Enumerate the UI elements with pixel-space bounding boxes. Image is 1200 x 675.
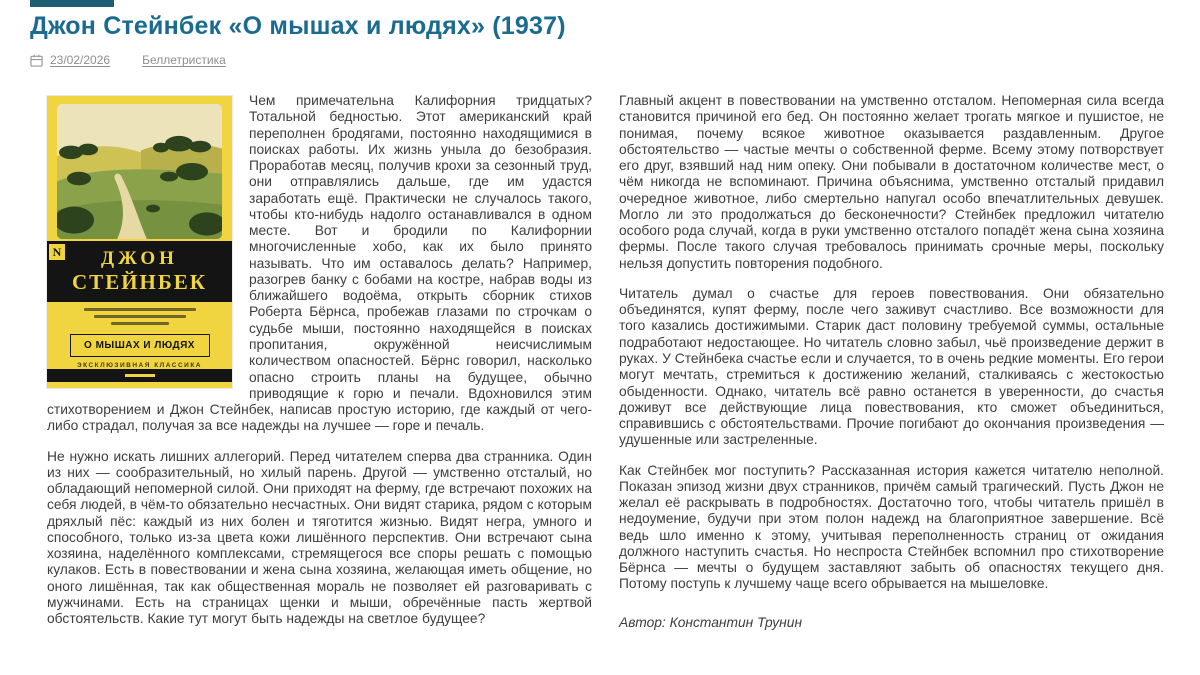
paragraph-3: Главный акцент в повествовании на умственно отсталом. Непомерная сила всегда становится причиной его бед. Он постоянно желает трогать мягкое и пушистое, не понимая, почему всякое животное оказывается раздавленным. Другое обстоятельство — частые мечты о собственной ферме. Всему этому потворствует его друг, взявший над ним опеку. Они побывали в достаточном количестве мест, о чём никогда не вспоминают. Причина объяснима, умственно отсталый придавил очередное животное, либо смертельно напугал особо впечатлительных девушек. Могло ли это продолжаться до бесконечности? Стейнбек предложил читателю особого рода случай, когда в руки умственно отсталого попадёт жена сына хозяина фермы. После такого случая требовалось принимать срочные меры, поскольку нельзя допустить повторения подобного.: [619, 93, 1164, 271]
cover-author-first-name: ДЖОН: [101, 248, 178, 270]
article-right-column: [619, 93, 1164, 642]
article-left-column: [47, 93, 592, 642]
cover-footer-band: [47, 369, 232, 382]
cover-illustration: [57, 104, 222, 239]
paragraph-5: Как Стейнбек мог поступить? Рассказанная история кажется читателю неполной. Показан эпизод жизни двух странников, причём самый трагический. Пусть Джон не желал её раскрывать в подробностях. Достаточно того, чтобы читатель пришёл в недоумение, будучи при этом полон надежд на благоприятное завершение. Всё ведь шло именно к этому, учитывая переполненность страниц от ожидания должного наступить счастья. Но неспроста Стейнбек вспомнил про стихотворение Бёрнса — мечты о будущем заставляют забыть об опасностях текущего дня. Потому поступь к лучшему чаще всего обрывается на мышеловке.: [619, 462, 1164, 592]
publisher-logo-icon: N: [47, 242, 67, 262]
cover-author-band: [47, 241, 232, 302]
author-signature: Автор: Константин Трунин: [619, 614, 803, 630]
cover-annotation-lines: [47, 302, 232, 329]
paragraph-4: Читатель думал о счастье для героев повествования. Они обязательно объединятся, купят ферму, после чего заживут счастливо. Все возможности для того казались достижимыми. Старик даст половину требуемой суммы, остальные подработают недостающее. Но читатель словно забыл, чьё произведение держит в руках. У Стейнбека счастье если и случается, то в очень редкие моменты. Его герои могут мечтать, стремиться к достижению желаний, сталкиваясь с жестокостью обыденности. Однако, читатель всё равно останется в уверенности, до счастья доживут все действующие лица повествования, кто сможет объединиться, справившись с обстоятельствами. Прочие погибают до окончания произведения — удушенные или застреленные.: [619, 285, 1164, 448]
paragraph-2: Не нужно искать лишних аллегорий. Перед читателем сперва два странника. Один из них — сообразительный, но хилый парень. Другой — умственно отсталый, но обладающий непомерной силой. Они приходят на ферму, где встречают похожих на себя людей, в чём-то обязательно несчастных. Они видят старика, рядом с которым дряхлый пёс: каждый из них болен и тяготится жизнью. Видят негра, умного и способного, только из-за цвета кожи лишённого перспектив. Они встречают сына хозяина, наделённого комплексами, стремящегося все споры решать с помощью кулаков. Есть в повествовании и жена сына хозяина, желающая иметь общение, но оного лишённая, так как общественная мораль не позволяет ей разговаривать с мужчинами. Есть на страницах щенки и мыши, обречённые пасть жертвой обстоятельств. Какие тут могут быть надежды на светлое будущее?: [47, 448, 592, 627]
post-meta: [30, 53, 1164, 67]
page-title: Джон Стейнбек «О мышах и людях» (1937): [30, 12, 566, 40]
post-date-link[interactable]: 23/02/2026: [50, 53, 111, 67]
calendar-icon: [30, 54, 43, 67]
paragraph-1: Чем примечательна Калифорния тридцатых? Тотальной бедностью. Этот американский край переполнен бродягами, постоянно находящимися в поисках работы. Их жизнь уныла до безобразия. Проработав месяц, получив крохи за сезонный труд, они отправлялись дальше, где им удастся заработать ещё. Практически не случалось такого, чтобы кто-нибудь надолго останавливался в одном месте. Вот и бродили по Калифорнии многочисленные хобо, как их было принято называть. Что им оставалось делать? Например, разогрев банку с бобами на костре, набрав воды из ближайшего водоёма, открыть сборник стихов Роберта Бёрнса, пробежав глазами по строчкам о судьбе мыши, постоянно находящейся в поисках пропитания, окружённой неисчислимым количеством опасностей. Бёрнс говорил, насколько опасно строить планы на будущее, обычно приводящие к горю и печали. Вдохновился этим стихотворением и Джон Стейнбек, написав простую историю, где каждый от чего-либо страдал, получая за все надежды на лучшее — горе и печаль.: [47, 93, 592, 434]
cover-author-last-name: СТЕЙНБЕК: [72, 270, 207, 295]
cover-series-label: ЭКСКЛЮЗИВНАЯ КЛАССИКА: [76, 362, 203, 370]
article-body: [47, 93, 1164, 642]
header-nav-stub[interactable]: [30, 0, 114, 7]
cover-book-title: О МЫШАХ И ЛЮДЯХ: [70, 334, 210, 357]
cover-footer-mark: [125, 374, 155, 377]
category-link[interactable]: Беллетристика: [142, 53, 226, 67]
book-cover: [47, 96, 232, 388]
